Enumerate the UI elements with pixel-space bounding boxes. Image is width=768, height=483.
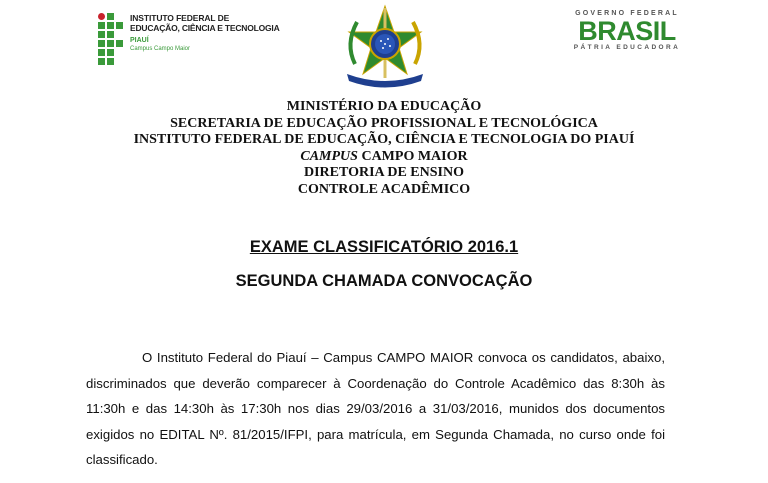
ifpi-logo <box>98 13 280 69</box>
ifpi-logo-line2: EDUCAÇÃO, CIÊNCIA E TECNOLOGIA <box>130 23 280 33</box>
body-paragraph-text: O Instituto Federal do Piauí – Campus CAMPO MAIOR convoca os candidatos, abaixo, discriminados que deverão comparecer à Coordenação do Controle Acadêmico das 8:30h às 11:30h e das 14:30h às 17:30h nos dias 29/03/2016 a 31/03/2016, munidos dos documentos exigidos no EDITAL Nº. 81/2015/IFPI, para matrícula, em Segunda Chamada, no curso onde foi classificado. <box>86 350 665 467</box>
header-line-academic-control: CONTROLE ACADÊMICO <box>297 181 471 197</box>
ifpi-logo-line3: PIAUÍ <box>130 37 149 44</box>
governo-federal-text: GOVERNO FEDERAL <box>575 10 679 17</box>
ifpi-logo-line1: INSTITUTO FEDERAL DE <box>130 13 230 23</box>
document-subtitle: SEGUNDA CHAMADA CONVOCAÇÃO <box>235 272 533 290</box>
header-line-secretariat: SECRETARIA DE EDUCAÇÃO PROFISSIONAL E TECNOLÓGICA <box>170 115 598 131</box>
ifpi-logo-line4: Campus Campo Maior <box>130 46 191 52</box>
header-line-campus <box>0 149 768 166</box>
governo-federal-logo <box>564 10 690 52</box>
brazil-coat-of-arms-icon <box>341 4 429 88</box>
campus-italic: CAMPUS <box>300 148 358 164</box>
campus-name: CAMPO MAIOR <box>357 148 468 164</box>
institutional-header <box>0 99 768 198</box>
ifpi-grid-icon <box>98 13 124 67</box>
brasil-wordmark: BRASIL <box>578 16 676 46</box>
header-line-institute: INSTITUTO FEDERAL DE EDUCAÇÃO, CIÊNCIA E TECNOLOGIA DO PIAUÍ <box>133 132 635 147</box>
body-paragraph <box>86 345 665 473</box>
ifpi-logo-text <box>130 13 280 54</box>
patria-educadora-text: PÁTRIA EDUCADORA <box>573 44 681 51</box>
document-title: EXAME CLASSIFICATÓRIO 2016.1 <box>249 238 519 256</box>
header-line-directorate: DIRETORIA DE ENSINO <box>303 165 464 180</box>
header-line-ministry: MINISTÉRIO DA EDUCAÇÃO <box>286 99 482 114</box>
